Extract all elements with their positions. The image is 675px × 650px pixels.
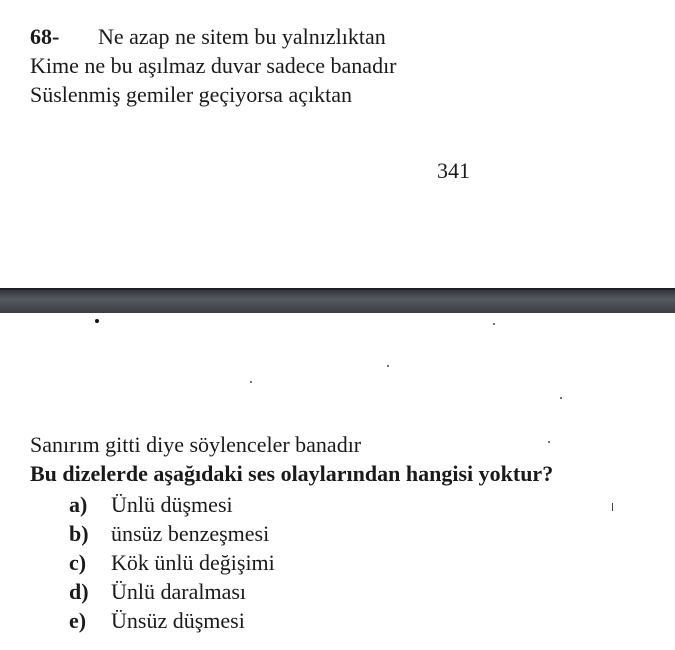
verse-line-3: Süslenmiş gemiler geçiyorsa açıktan	[30, 82, 352, 107]
scan-speck	[560, 397, 562, 399]
option-d[interactable]	[69, 579, 246, 605]
option-e[interactable]	[69, 608, 245, 634]
option-e-letter: e)	[69, 608, 87, 633]
verse-line-1-text: Ne azap ne sitem bu yalnızlıktan	[98, 24, 386, 49]
verse-line-2: Kime ne bu aşılmaz duvar sadece banadır	[30, 53, 397, 78]
option-d-letter: d)	[69, 579, 89, 604]
option-a[interactable]	[69, 492, 233, 518]
scan-speck	[548, 441, 550, 443]
bottom-page	[0, 313, 675, 650]
option-c-text: Kök ünlü değişimi	[111, 550, 275, 575]
option-e-text: Ünsüz düşmesi	[111, 608, 245, 633]
scan-speck	[387, 365, 389, 367]
option-b[interactable]	[69, 521, 269, 547]
scan-speck	[250, 381, 252, 383]
top-page	[0, 0, 675, 288]
verse-line-1	[30, 24, 386, 50]
option-a-letter: a)	[69, 492, 88, 517]
page-divider	[0, 288, 675, 313]
scan-speck	[95, 319, 99, 323]
option-a-text: Ünlü düşmesi	[111, 492, 233, 517]
scan-speck	[612, 503, 613, 511]
scan-speck	[493, 323, 495, 325]
option-c-letter: c)	[69, 550, 87, 575]
question-number: 68-	[30, 24, 60, 49]
option-b-letter: b)	[69, 521, 89, 546]
option-d-text: Ünlü daralması	[111, 579, 247, 604]
page-divider-edge	[0, 288, 675, 290]
option-c[interactable]	[69, 550, 275, 576]
page-number: 341	[437, 158, 470, 183]
verse-line-4: Sanırım gitti diye söylenceler banadır	[30, 432, 362, 457]
question-text: Bu dizelerde aşağıdaki ses olaylarından hangisi yoktur?	[30, 461, 554, 486]
option-b-text: ünsüz benzeşmesi	[111, 521, 270, 546]
